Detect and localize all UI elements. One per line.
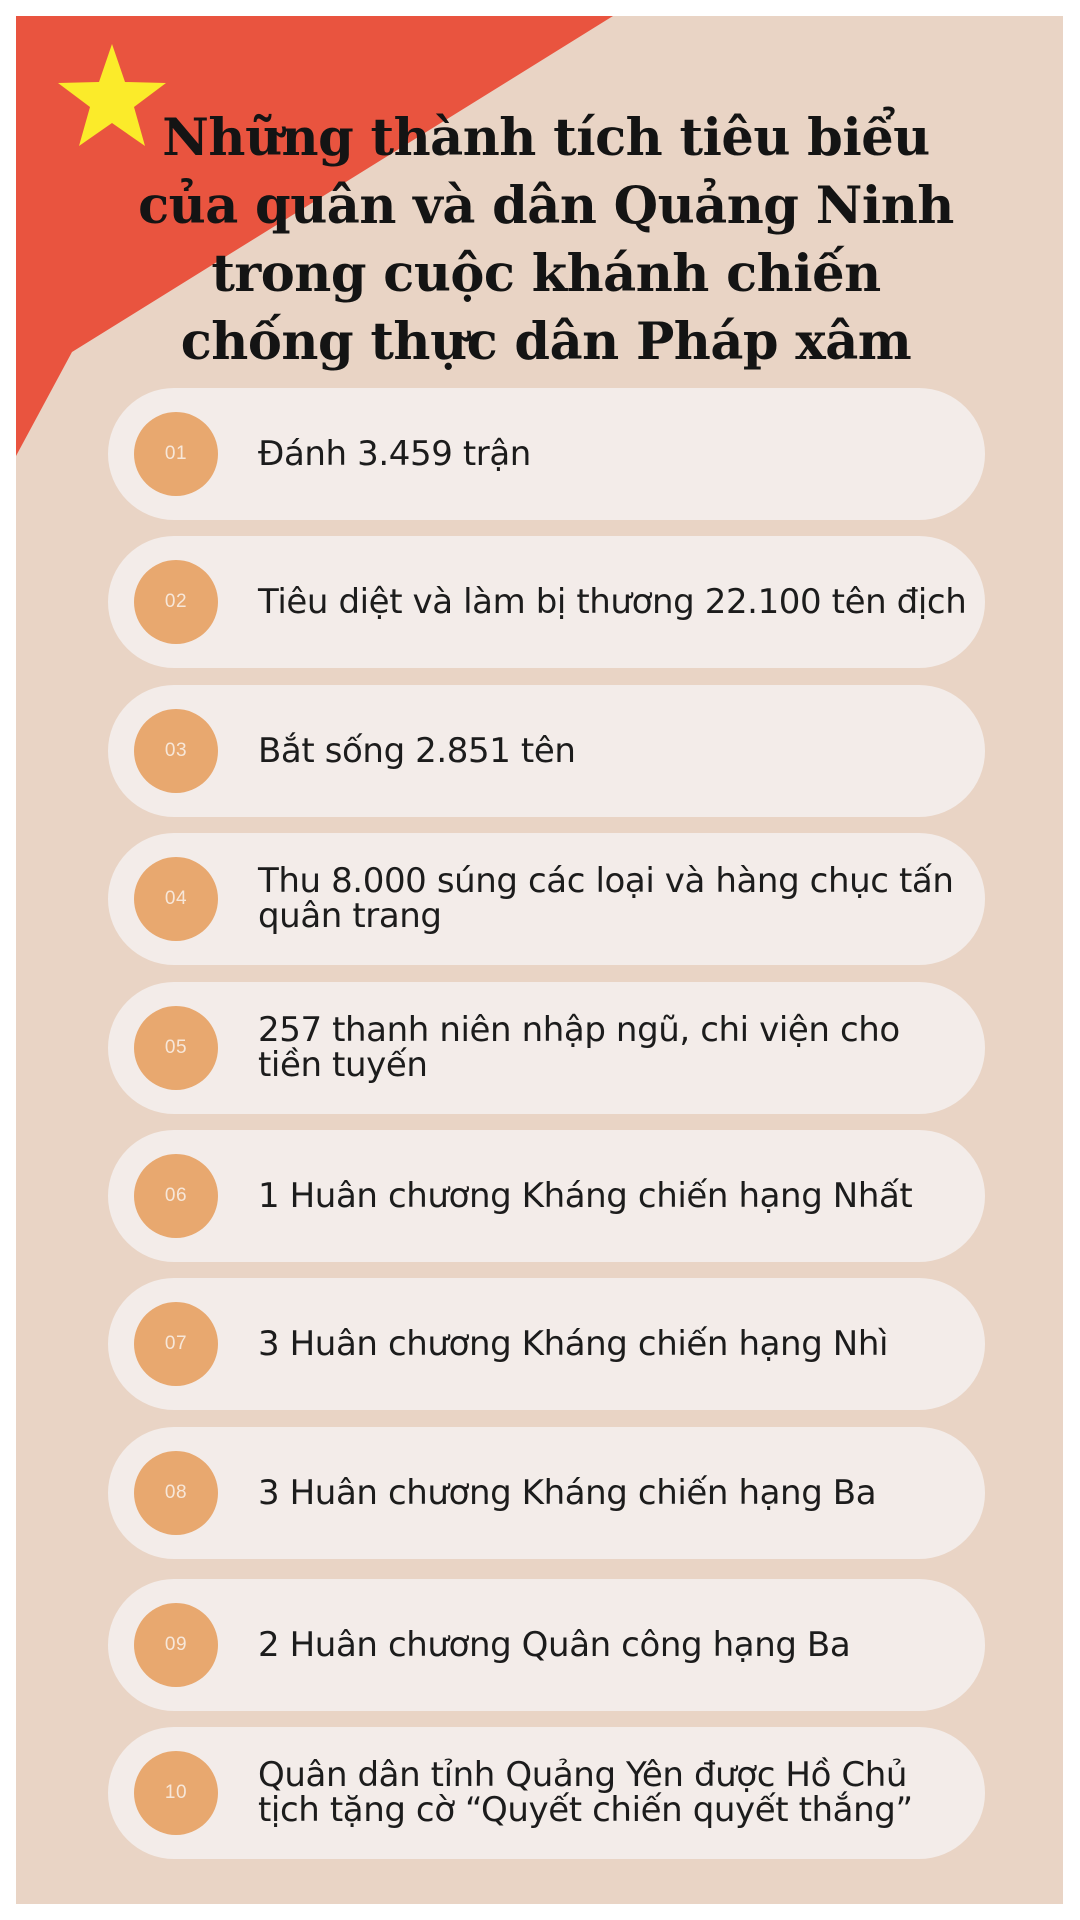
item-text: Đánh 3.459 trận: [258, 433, 531, 474]
item-text: Thu 8.000 súng các loại và hàng chục tấn quân trang: [258, 861, 954, 936]
item-text: 1 Huân chương Kháng chiến hạng Nhất: [258, 1175, 913, 1216]
infographic-poster: [16, 16, 1063, 1904]
item-number-badge: 02: [134, 560, 218, 644]
item-text: 2 Huân chương Quân công hạng Ba: [258, 1624, 851, 1665]
item-text: Bắt sống 2.851 tên: [258, 730, 576, 771]
item-number-badge: 08: [134, 1451, 218, 1535]
list-item: [108, 1727, 985, 1859]
list-item: [108, 833, 985, 965]
list-item: [108, 1278, 985, 1410]
item-text: Tiêu diệt và làm bị thương 22.100 tên địch: [258, 581, 967, 622]
list-item: [108, 685, 985, 817]
poster-title: Những thành tích tiêu biểu của quân và dân Quảng Ninh trong cuộc khánh chiến chống thực dân Pháp xâm: [138, 108, 954, 372]
list-item: [108, 1427, 985, 1559]
item-text: 3 Huân chương Kháng chiến hạng Ba: [258, 1472, 877, 1513]
item-number-badge: 09: [134, 1603, 218, 1687]
item-number-badge: 06: [134, 1154, 218, 1238]
item-number-badge: 05: [134, 1006, 218, 1090]
list-item: [108, 1579, 985, 1711]
item-text: 3 Huân chương Kháng chiến hạng Nhì: [258, 1323, 889, 1364]
list-item: [108, 982, 985, 1114]
item-number-badge: 04: [134, 857, 218, 941]
list-item: [108, 388, 985, 520]
item-text: 257 thanh niên nhập ngũ, chi viện cho tiền tuyến: [258, 1010, 900, 1085]
item-text: Quân dân tỉnh Quảng Yên được Hồ Chủ tịch tặng cờ “Quyết chiến quyết thắng”: [258, 1755, 913, 1830]
item-number-badge: 01: [134, 412, 218, 496]
item-number-badge: 07: [134, 1302, 218, 1386]
list-item: [108, 1130, 985, 1262]
item-number-badge: 03: [134, 709, 218, 793]
item-number-badge: 10: [134, 1751, 218, 1835]
list-item: [108, 536, 985, 668]
